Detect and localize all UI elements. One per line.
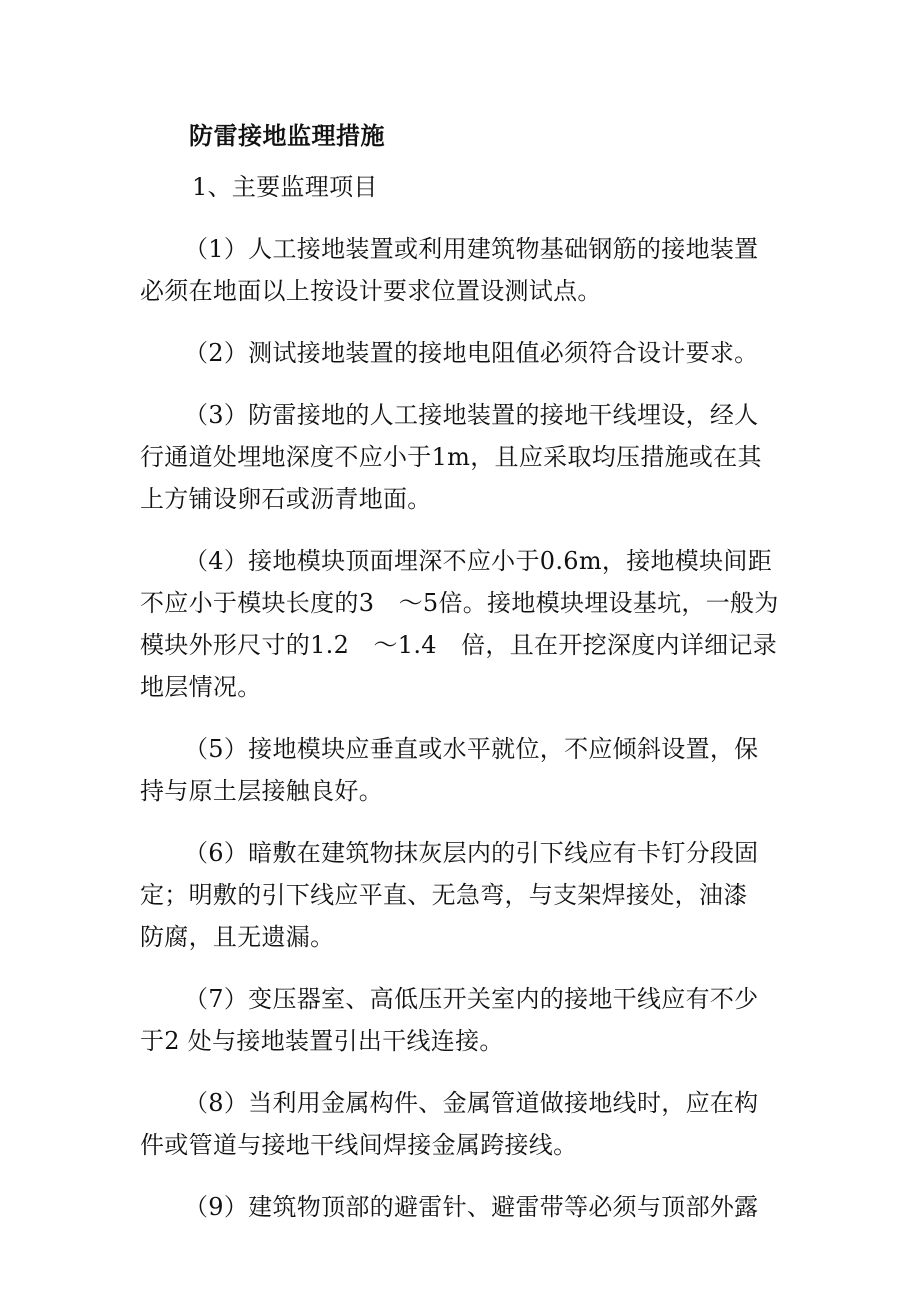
paragraph-line: （8）当利用金属构件、金属管道做接地线时，应在构 [184,1089,759,1117]
paragraph-line: 必须在地面以上按设计要求位置设测试点。 [140,277,602,305]
paragraph-line: 上方铺设卵石或沥青地面。 [140,485,432,513]
document-body [140,166,785,1228]
paragraph-line: （1）人工接地装置或利用建筑物基础钢筋的接地装置 [184,235,759,263]
paragraph-line: 防腐，且无遗漏。 [140,923,335,951]
paragraph-line: （7）变压器室、高低压开关室内的接地干线应有不少 [184,985,759,1013]
paragraph-line: （2）测试接地装置的接地电阻值必须符合设计要求。 [184,339,759,367]
paragraph-line: 于2 处与接地装置引出干线连接。 [140,1027,504,1055]
page-title: 防雷接地监理措施 [189,121,385,150]
paragraph-line: （3）防雷接地的人工接地装置的接地干线埋设，经人 [184,401,759,429]
section-heading: 1、主要监理项目 [192,173,378,201]
paragraph-line: 件或管道与接地干线间焊接金属跨接线。 [140,1131,578,1159]
paragraph-line: （9）建筑物顶部的避雷针、避雷带等必须与顶部外露 [184,1193,759,1221]
paragraph-line: （4）接地模块顶面埋深不应小于0.6m，接地模块间距 [184,547,772,575]
paragraph-line: 模块外形尺寸的1.2 ～1.4 倍，且在开挖深度内详细记录 [140,631,778,659]
paragraph-line: （6）暗敷在建筑物抹灰层内的引下线应有卡钉分段固 [184,839,759,867]
paragraph-line: 不应小于模块长度的3 ～5倍。接地模块埋设基坑，一般为 [140,589,779,617]
paragraph-line: 地层情况。 [140,673,262,701]
paragraph-line: 行通道处埋地深度不应小于1m，且应采取均压措施或在其 [140,443,762,471]
paragraph-line: （5）接地模块应垂直或水平就位，不应倾斜设置，保 [184,735,759,763]
paragraph-line: 定；明敷的引下线应平直、无急弯，与支架焊接处，油漆 [140,881,748,909]
paragraph-line: 持与原土层接触良好。 [140,777,383,805]
